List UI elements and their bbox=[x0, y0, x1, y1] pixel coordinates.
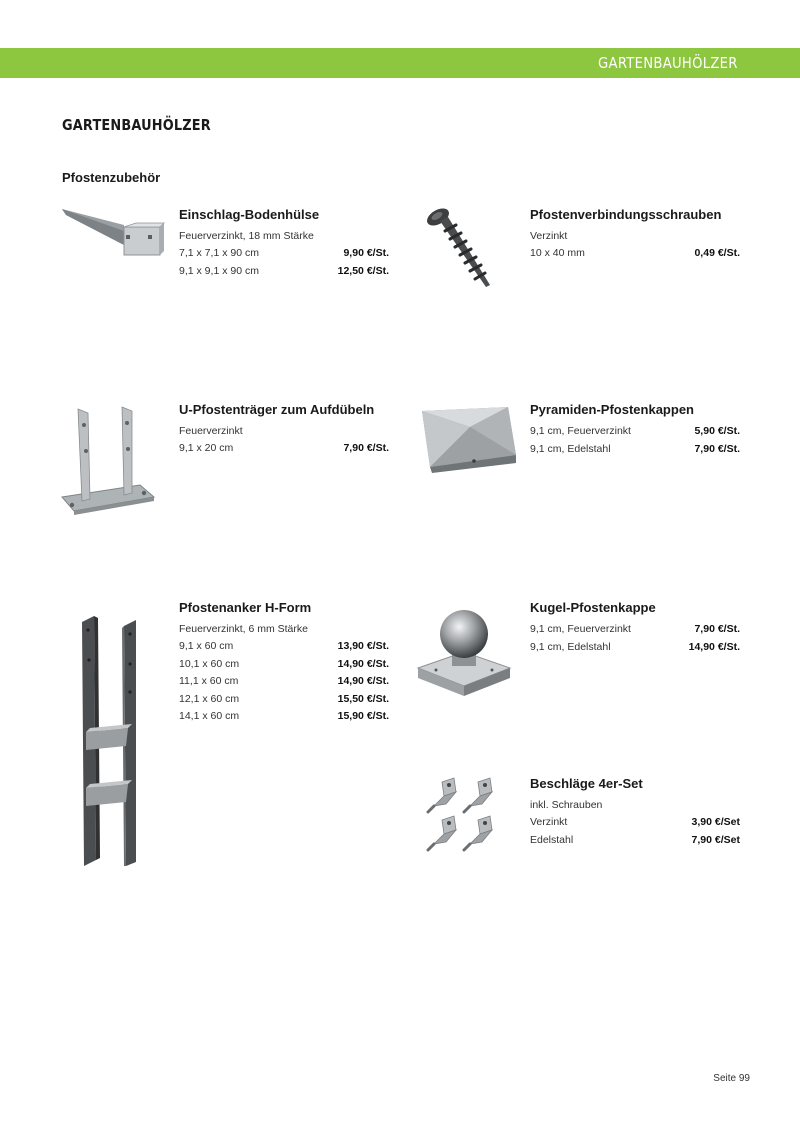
price: 14,90 €/St. bbox=[688, 640, 740, 653]
product-name: Beschläge 4er-Set bbox=[530, 776, 643, 791]
banner-title: GARTENBAUHÖLZER bbox=[598, 54, 738, 72]
price: 15,50 €/St. bbox=[337, 692, 389, 705]
product-fittings-set bbox=[530, 775, 740, 849]
spec: 9,1 cm, Edelstahl bbox=[530, 442, 611, 455]
screw-image bbox=[420, 205, 500, 291]
product-pyramid-cap bbox=[530, 401, 740, 458]
spec: 9,1 cm, Feuerverzinkt bbox=[530, 425, 631, 437]
price-row bbox=[530, 814, 740, 832]
product-name: Kugel-Pfostenkappe bbox=[530, 600, 656, 615]
page-number: Seite 99 bbox=[713, 1073, 750, 1084]
fittings-set-image bbox=[424, 776, 500, 854]
price-row bbox=[179, 638, 389, 656]
price: 14,90 €/St. bbox=[337, 657, 389, 670]
spec: 7,1 x 7,1 x 90 cm bbox=[179, 247, 259, 259]
u-post-support-image bbox=[60, 405, 155, 520]
price-row bbox=[179, 656, 389, 674]
product-desc: Feuerverzinkt, 18 mm Stärke bbox=[179, 230, 314, 242]
spec: 12,1 x 60 cm bbox=[179, 692, 240, 705]
price: 7,90 €/St. bbox=[343, 442, 389, 454]
price-row bbox=[179, 263, 389, 281]
spec: 9,1 x 20 cm bbox=[179, 442, 234, 454]
spec: 14,1 x 60 cm bbox=[179, 710, 240, 722]
price: 9,90 €/St. bbox=[343, 247, 389, 259]
price-row bbox=[179, 691, 389, 709]
price: 12,50 €/St. bbox=[337, 264, 389, 277]
price: 7,90 €/St. bbox=[694, 442, 740, 455]
h-anchor-image bbox=[78, 612, 140, 870]
price: 14,90 €/St. bbox=[337, 675, 389, 687]
price-row bbox=[179, 708, 389, 726]
price-row bbox=[179, 440, 389, 458]
product-desc: inkl. Schrauben bbox=[530, 799, 603, 811]
product-name: U-Pfostenträger zum Aufdübeln bbox=[179, 402, 375, 417]
product-u-post-support bbox=[179, 401, 389, 458]
price: 3,90 €/Set bbox=[691, 816, 740, 828]
spec: 10,1 x 60 cm bbox=[179, 657, 240, 670]
product-desc: Verzinkt bbox=[530, 230, 568, 242]
price-row bbox=[179, 673, 389, 691]
product-screws bbox=[530, 206, 740, 263]
product-desc: Feuerverzinkt, 6 mm Stärke bbox=[179, 623, 308, 635]
spec: 9,1 cm, Edelstahl bbox=[530, 640, 611, 653]
price: 5,90 €/St. bbox=[694, 425, 740, 437]
header-banner bbox=[0, 48, 800, 78]
price-row bbox=[530, 423, 740, 441]
product-name: Pyramiden-Pfostenkappen bbox=[530, 402, 694, 417]
price: 7,90 €/Set bbox=[691, 833, 740, 846]
price-row bbox=[530, 832, 740, 850]
price-row bbox=[179, 245, 389, 263]
product-desc: Feuerverzinkt bbox=[179, 425, 243, 437]
price-row bbox=[530, 441, 740, 459]
price-row bbox=[530, 245, 740, 263]
spec: Edelstahl bbox=[530, 833, 574, 846]
spec: 9,1 x 60 cm bbox=[179, 640, 234, 652]
product-name: Pfostenanker H-Form bbox=[179, 600, 312, 615]
product-ball-cap bbox=[530, 599, 740, 656]
product-name: Pfostenverbindungsschrauben bbox=[530, 207, 722, 222]
spec: Verzinkt bbox=[530, 816, 568, 828]
price-row bbox=[530, 639, 740, 657]
price: 0,49 €/St. bbox=[694, 247, 740, 259]
pyramid-cap-image bbox=[412, 403, 518, 473]
spec: 9,1 cm, Feuerverzinkt bbox=[530, 623, 631, 635]
section-title: GARTENBAUHÖLZER bbox=[62, 116, 211, 134]
spec: 10 x 40 mm bbox=[530, 247, 585, 259]
price: 7,90 €/St. bbox=[694, 623, 740, 635]
price-row bbox=[530, 621, 740, 639]
spec: 9,1 x 9,1 x 90 cm bbox=[179, 264, 259, 277]
product-h-anchor bbox=[179, 599, 389, 726]
price: 13,90 €/St. bbox=[337, 640, 389, 652]
subsection-title: Pfostenzubehör bbox=[62, 170, 161, 185]
product-ground-sleeve bbox=[179, 206, 389, 280]
ground-sleeve-image bbox=[60, 205, 166, 263]
spec: 11,1 x 60 cm bbox=[179, 675, 239, 687]
product-name: Einschlag-Bodenhülse bbox=[179, 207, 320, 222]
ball-cap-image bbox=[414, 602, 514, 706]
price: 15,90 €/St. bbox=[337, 710, 389, 722]
